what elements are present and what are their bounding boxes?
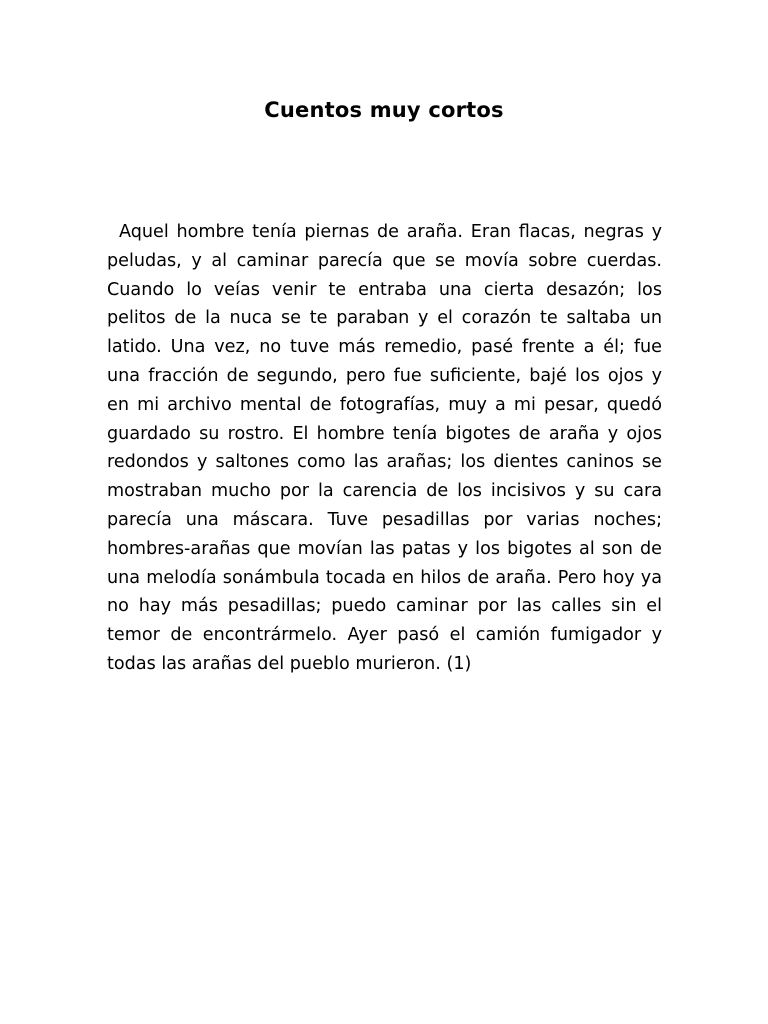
document-title: Cuentos muy cortos xyxy=(264,98,504,122)
story-paragraph: Aquel hombre tenía piernas de araña. Eran flacas, negras y peludas, y al caminar parecía que se movía sobre cuerdas. Cuando lo veías venir te entraba una cierta desazón; los pelitos de la nuca se te paraban y el corazón te saltaba un latido. Una vez, no tuve más remedio, pasé frente a él; fue una fracción de segundo, pero fue suficiente, bajé los ojos y en mi archivo mental de fotografías, muy a mi pesar, quedó guardado su rostro. El hombre tenía bigotes de araña y ojos redondos y saltones como las arañas; los dientes caninos se mostraban mucho por la carencia de los incisivos y su cara parecía una máscara. Tuve pesadillas por varias noches; hombres-arañas que movían las patas y los bigotes al son de una melodía sonámbula tocada en hilos de araña. Pero hoy ya no hay más pesadillas; puedo caminar por las calles sin el temor de encontrármelo. Ayer pasó el camión fumigador y todas las arañas del pueblo murieron. (1) xyxy=(107,222,662,674)
